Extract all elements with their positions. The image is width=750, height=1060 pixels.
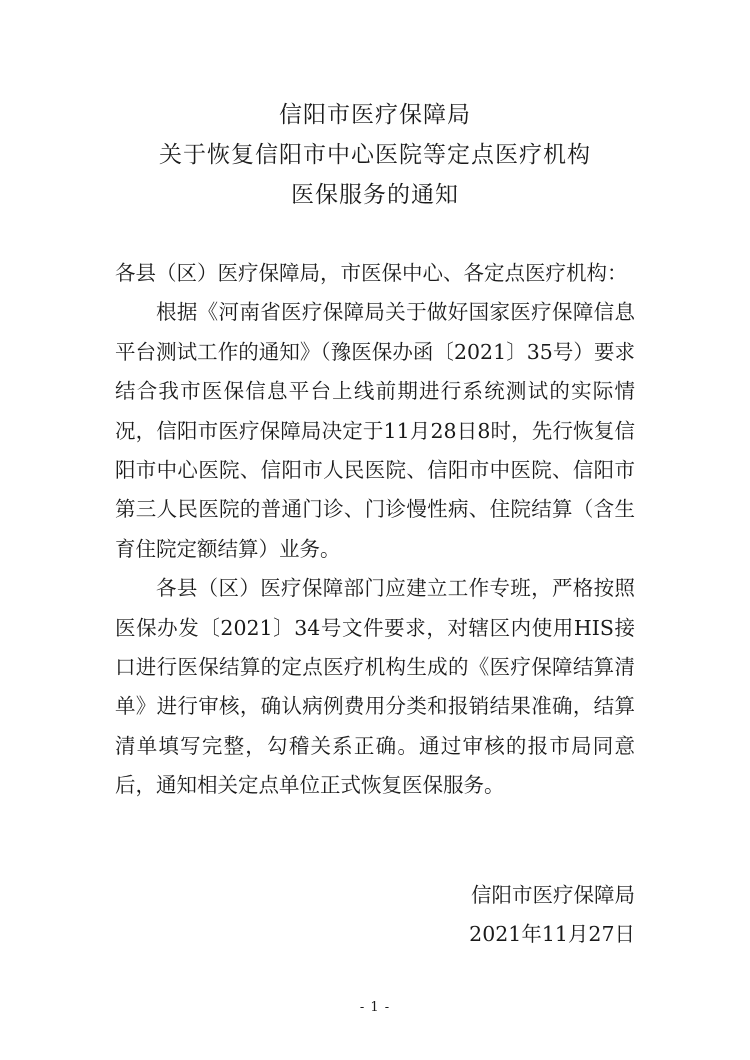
title-subject-continued: 医保服务的通知 <box>291 182 459 208</box>
body-paragraph-1: 根据《河南省医疗保障局关于做好国家医疗保障信息平台测试工作的通知》（豫医保办函〔2021〕35号）要求结合我市医保信息平台上线前期进行系统测试的实际情况，信阳市医疗保障局决定于11月28日8时，先行恢复信阳市中心医院、信阳市人民医院、信阳市中医院、信阳市第三人民医院的普通门诊、门诊慢性病、住院结算（含生育住院定额结算）业务。 <box>115 300 635 561</box>
title-subject: 关于恢复信阳市中心医院等定点医疗机构 <box>159 142 591 168</box>
body-paragraph-2: 各县（区）医疗保障部门应建立工作专班，严格按照医保办发〔2021〕34号文件要求，对辖区内使用HIS接口进行医保结算的定点医疗机构生成的《医疗保障结算清单》进行审核，确认病例费用分类和报销结果准确，结算清单填写完整，勾稽关系正确。通过审核的报市局同意后，通知相关定点单位正式恢复医保服务。 <box>115 576 635 798</box>
page-number: - 1 - <box>359 1000 391 1015</box>
signature-issuer: 信阳市医疗保障局 <box>471 883 635 907</box>
title-issuer: 信阳市医疗保障局 <box>279 102 471 128</box>
document-body <box>115 254 635 806</box>
salutation: 各县（区）医疗保障局，市医保中心、各定点医疗机构： <box>115 261 628 285</box>
signature-date: 2021年11月27日 <box>469 922 635 947</box>
signature-block <box>469 876 635 955</box>
document-title <box>0 95 750 215</box>
